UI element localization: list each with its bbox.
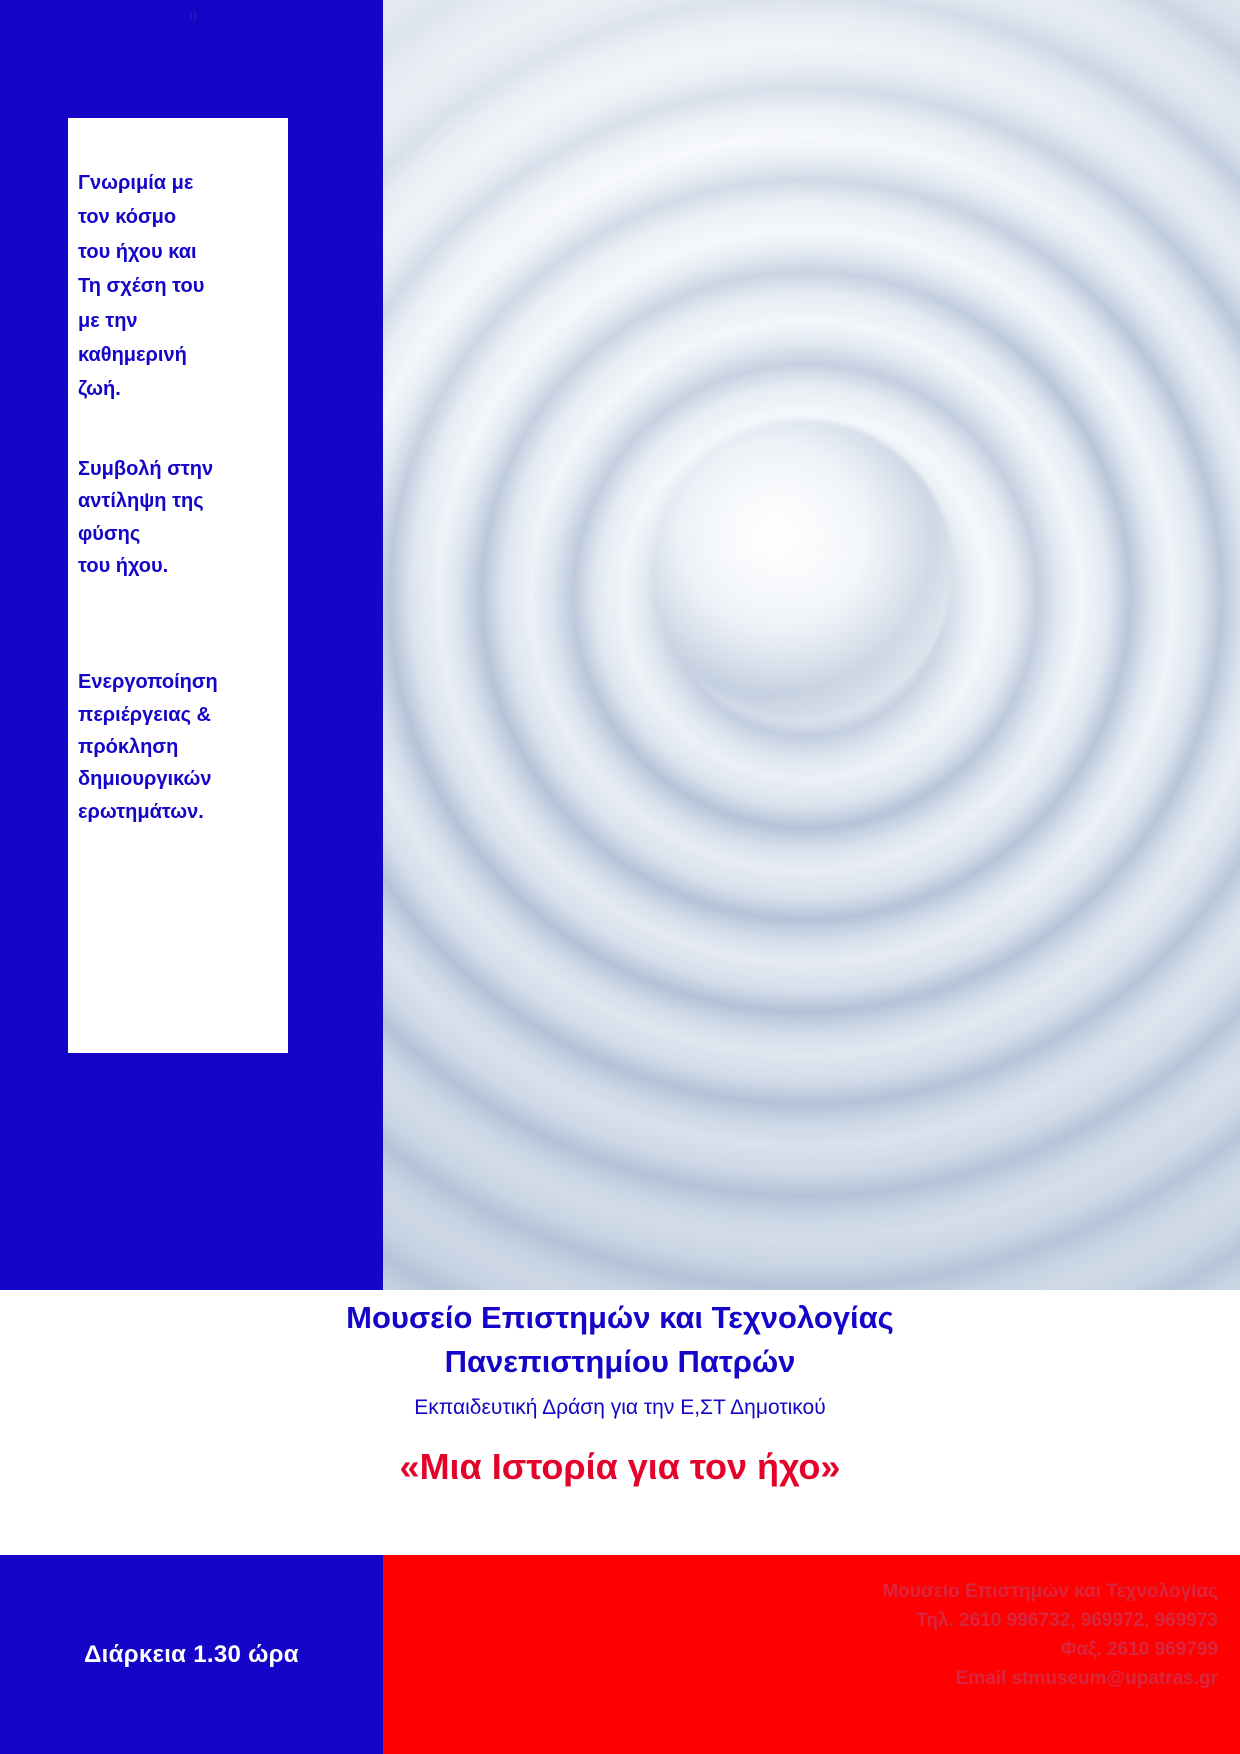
highlight-paragraph-1 [78, 166, 274, 407]
highlight-line: πρόκληση [78, 736, 179, 759]
water-ripple-image [383, 0, 1240, 1290]
highlight-line: Συμβολή στην [78, 457, 214, 480]
contact-block [882, 1578, 1218, 1694]
spacer [78, 407, 274, 453]
spacer [78, 582, 274, 666]
highlight-line: με την [78, 309, 138, 332]
poster-headline: «Μια Ιστορία για τον ήχο» [399, 1446, 841, 1488]
highlight-line: του ήχου και [78, 240, 197, 263]
highlight-line: αντίληψη της [78, 490, 204, 513]
museum-title-line-1: Μουσείο Επιστημών και Τεχνολογίας [346, 1300, 894, 1335]
highlight-paragraph-2 [78, 453, 274, 583]
contact-fax: Φαξ. 2610 969799 [1060, 1638, 1218, 1660]
highlight-line: φύσης [78, 522, 141, 545]
museum-title-line-2: Πανεπιστημίου Πατρών [444, 1344, 796, 1380]
highlight-line: καθημερινή [78, 343, 187, 366]
highlight-line: Γνωριμία με [78, 172, 194, 194]
highlight-line: τον κόσμο [78, 206, 177, 229]
contact-name: Μουσείο Επιστημών και Τεχνολογίας [882, 1581, 1218, 1602]
highlight-line: Τη σχέση του [78, 275, 205, 298]
museum-title [0, 1290, 1240, 1384]
highlight-text-box [68, 118, 288, 1053]
highlight-line: ζωή. [78, 378, 121, 401]
highlight-line: περιέργειας & [78, 703, 211, 726]
duration-label: Διάρκεια 1.30 ώρα [84, 1640, 299, 1668]
activity-subtitle: Εκπαιδευτική Δράση για την Ε,ΣΤ Δημοτικού [414, 1396, 826, 1420]
highlight-paragraph-3 [78, 666, 274, 828]
contact-phone: Τηλ. 2610 996732, 969972, 969973 [916, 1609, 1218, 1631]
highlight-line: Ενεργοποίηση [78, 671, 218, 694]
highlight-line: δημιουργικών [78, 768, 212, 791]
ripple-vignette [383, 0, 1240, 1290]
corner-mark: 0 [190, 8, 197, 23]
poster-bottom-bar [0, 1555, 1240, 1754]
highlight-line: του ήχου. [78, 554, 169, 577]
contact-email: Email stmuseum@upatras.gr [955, 1667, 1218, 1689]
poster-middle-section [0, 1290, 1240, 1555]
highlight-line: ερωτημάτων. [78, 800, 204, 823]
